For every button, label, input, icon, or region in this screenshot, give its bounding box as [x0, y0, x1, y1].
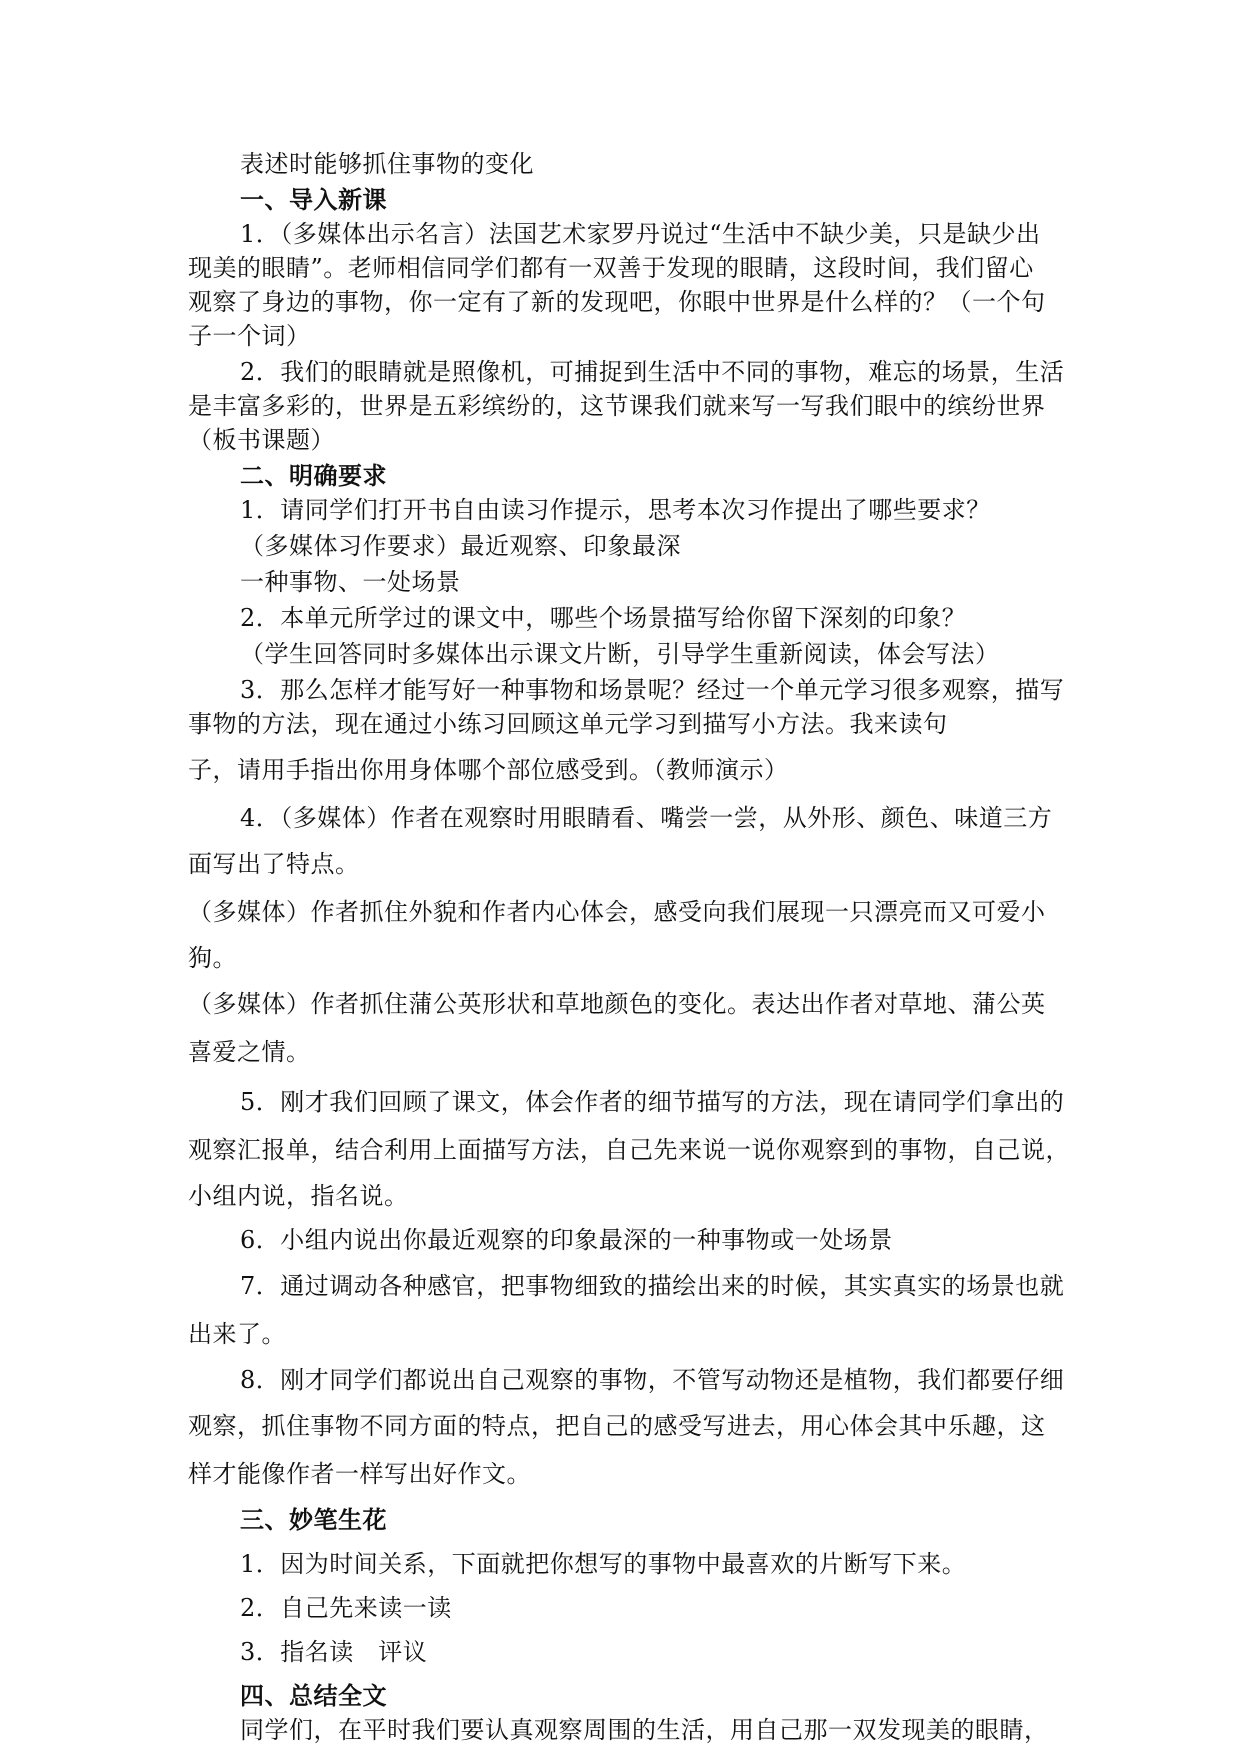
paragraph-line: 6．小组内说出你最近观察的印象最深的一种事物或一处场景 — [240, 1226, 893, 1254]
section-heading-1: 一、导入新课 — [240, 186, 387, 214]
paragraph-line: 样才能像作者一样写出好作文。 — [188, 1460, 531, 1488]
paragraph-line: 小组内说，指名说。 — [188, 1182, 409, 1210]
paragraph-line: 4．（多媒体）作者在观察时用眼睛看、嘴尝一尝，从外形、颜色、味道三方 — [240, 804, 1053, 832]
paragraph-line: 3．那么怎样才能写好一种事物和场景呢？经过一个单元学习很多观察，描写 — [240, 676, 1065, 704]
paragraph-line: （多媒体习作要求）最近观察、印象最深 — [240, 532, 681, 560]
paragraph-line: 8．刚才同学们都说出自己观察的事物，不管写动物还是植物，我们都要仔细 — [240, 1366, 1065, 1394]
paragraph-line: 同学们，在平时我们要认真观察周围的生活，用自己那一双发现美的眼睛， — [240, 1716, 1049, 1744]
section-heading-2: 二、明确要求 — [240, 462, 387, 490]
paragraph-line: 7．通过调动各种感官，把事物细致的描绘出来的时候，其实真实的场景也就 — [240, 1272, 1065, 1300]
paragraph-line: 2．我们的眼睛就是照像机，可捕捉到生活中不同的事物，难忘的场景，生活 — [240, 358, 1065, 386]
section-heading-4: 四、总结全文 — [240, 1682, 387, 1710]
paragraph-line: （板书课题） — [188, 426, 335, 454]
paragraph-line: （多媒体）作者抓住外貌和作者内心体会，感受向我们展现一只漂亮而又可爱小 — [188, 898, 1046, 926]
paragraph-line: 喜爱之情。 — [188, 1038, 311, 1066]
paragraph-line: 1．请同学们打开书自由读习作提示，思考本次习作提出了哪些要求？ — [240, 496, 991, 524]
paragraph-line: 子，请用手指出你用身体哪个部位感受到。（教师演示） — [188, 756, 789, 784]
paragraph-line: 1．因为时间关系，下面就把你想写的事物中最喜欢的片断写下来。 — [240, 1550, 967, 1578]
paragraph-line: 观察汇报单，结合利用上面描写方法，自己先来说一说你观察到的事物，自己说， — [188, 1136, 1070, 1164]
paragraph-line: 2．本单元所学过的课文中，哪些个场景描写给你留下深刻的印象？ — [240, 604, 967, 632]
paragraph-line: 是丰富多彩的，世界是五彩缤纷的，这节课我们就来写一写我们眼中的缤纷世界 — [188, 392, 1046, 420]
paragraph-line: 现美的眼睛”。老师相信同学们都有一双善于发现的眼睛，这段时间，我们留心 — [188, 254, 1034, 282]
paragraph-line: 面写出了特点。 — [188, 850, 360, 878]
paragraph-line: 出来了。 — [188, 1320, 286, 1348]
paragraph-line: 3．指名读 评议 — [240, 1638, 428, 1666]
paragraph-line: 观察，抓住事物不同方面的特点，把自己的感受写进去，用心体会其中乐趣，这 — [188, 1412, 1046, 1440]
paragraph-line: 狗。 — [188, 944, 237, 972]
paragraph-line: 2．自己先来读一读 — [240, 1594, 452, 1622]
paragraph-line: （多媒体）作者抓住蒲公英形状和草地颜色的变化。表达出作者对草地、蒲公英 — [188, 990, 1046, 1018]
paragraph-line: 子一个词） — [188, 322, 311, 350]
paragraph-line: 5．刚才我们回顾了课文，体会作者的细节描写的方法，现在请同学们拿出的 — [240, 1088, 1065, 1116]
paragraph-line: 一种事物、一处场景 — [240, 568, 461, 596]
paragraph-line: 观察了身边的事物，你一定有了新的发现吧，你眼中世界是什么样的？（一个句 — [188, 288, 1046, 316]
paragraph-line: （学生回答同时多媒体出示课文片断，引导学生重新阅读，体会写法） — [240, 640, 1000, 668]
paragraph-line: 1．（多媒体出示名言）法国艺术家罗丹说过“生活中不缺少美，只是缺少出 — [240, 220, 1041, 248]
paragraph-line: 事物的方法，现在通过小练习回顾这单元学习到描写小方法。我来读句 — [188, 710, 948, 738]
section-heading-3: 三、妙笔生花 — [240, 1506, 387, 1534]
intro-line: 表述时能够抓住事物的变化 — [240, 150, 534, 178]
